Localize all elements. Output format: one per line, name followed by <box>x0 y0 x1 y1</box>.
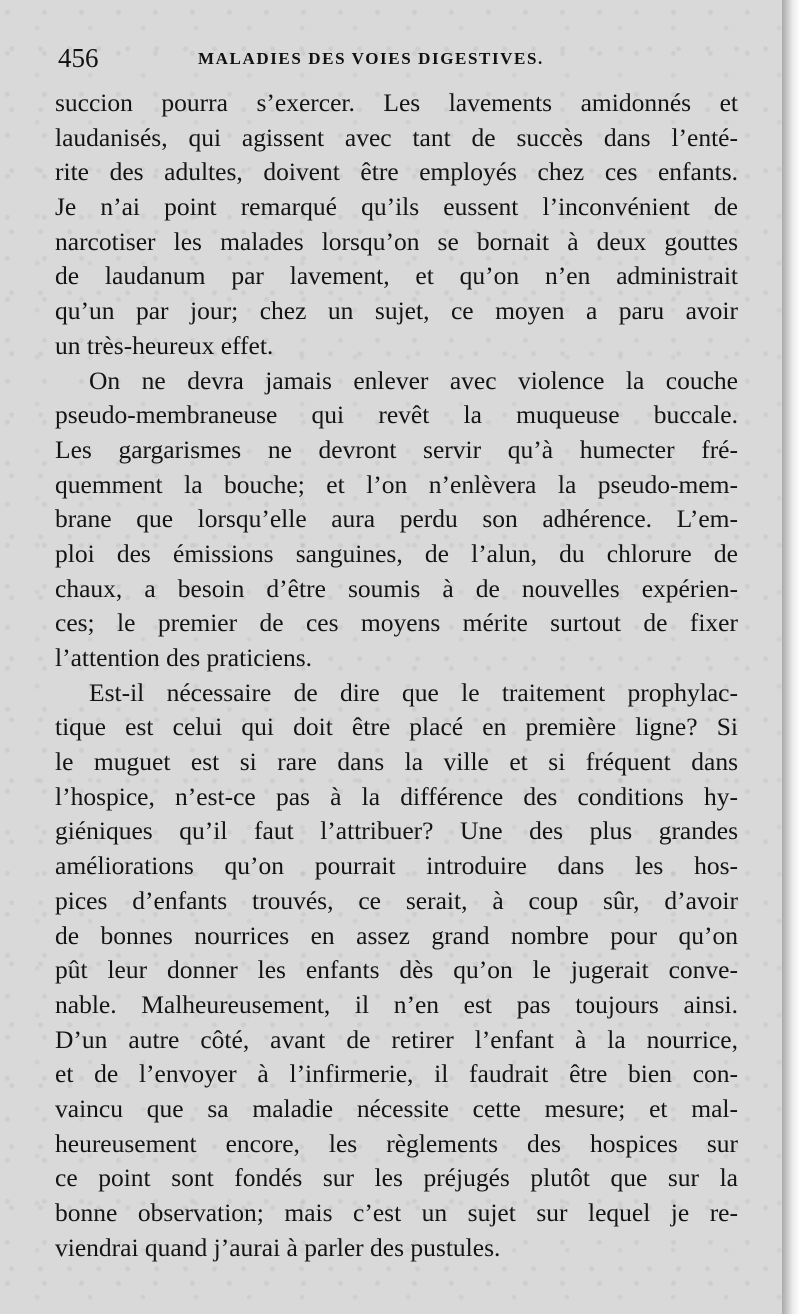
page-header <box>58 40 748 76</box>
text-line: de bonnes nourrices en assez grand nombre pour qu’on <box>55 920 738 950</box>
page-edge-shadow <box>782 0 800 1314</box>
text-line: tique est celui qui doit être placé en première ligne? Si <box>55 712 738 742</box>
text-line: narcotiser les malades lorsqu’on se bornait à deux gouttes <box>55 226 738 256</box>
text-line: heureusement encore, les règlements des hospices sur <box>55 1128 738 1158</box>
text-line: giéniques qu’il faut l’attribuer? Une des plus grandes <box>55 816 738 846</box>
body-text <box>55 86 738 1265</box>
text-line: pseudo-membraneuse qui revêt la muqueuse buccale. <box>55 400 738 430</box>
text-line: viendrai quand j’aurai à parler des pustules. <box>55 1232 501 1262</box>
text-line: le muguet est si rare dans la ville et si fréquent dans <box>55 747 738 777</box>
text-line: qu’un par jour; chez un sujet, ce moyen a paru avoir <box>55 296 738 326</box>
text-line: et de l’envoyer à l’infirmerie, il faudrait être bien con- <box>55 1059 738 1089</box>
text-line: succion pourra s’exercer. Les lavements amidonnés et <box>55 88 738 117</box>
paragraph-first-line: On ne devra jamais enlever avec violence la couche <box>89 365 738 395</box>
text-line: chaux, a besoin d’être soumis à de nouvelles expérien- <box>55 573 738 603</box>
text-line: pût leur donner les enfants dès qu’on le jugerait conve- <box>55 955 738 985</box>
text-line: améliorations qu’on pourrait introduire dans les hos- <box>55 851 738 881</box>
text-line: ces; le premier de ces moyens mérite surtout de fixer <box>55 608 738 638</box>
text-line: l’attention des praticiens. <box>55 643 313 672</box>
text-line: laudanisés, qui agissent avec tant de succès dans l’enté- <box>55 122 738 152</box>
text-line: brane que lorsqu’elle aura perdu son adhérence. L’em- <box>55 504 738 534</box>
text-line: l’hospice, n’est-ce pas à la différence des conditions hy- <box>55 781 738 811</box>
text-line: Je n’ai point remarqué qu’ils eussent l’inconvénient de <box>55 192 738 222</box>
text-line: ce point sont fondés sur les préjugés plutôt que sur la <box>55 1163 738 1193</box>
text-line: un très-heureux effet. <box>55 330 274 360</box>
page-number: 456 <box>58 43 99 73</box>
text-line: D’un autre côté, avant de retirer l’enfant à la nourrice, <box>55 1024 738 1054</box>
text-line: nable. Malheureusement, il n’en est pas toujours ainsi. <box>55 989 738 1019</box>
text-line: ploi des émissions sanguines, de l’alun, du chlorure de <box>55 538 738 568</box>
text-line: rite des adultes, doivent être employés chez ces enfants. <box>55 157 738 187</box>
text-line: Les gargarismes ne devront servir qu’à humecter fré- <box>55 434 738 464</box>
running-head: MALADIES DES VOIES DIGESTIVES. <box>198 49 544 68</box>
paragraph-first-line: Est-il nécessaire de dire que le traitement prophylac- <box>89 677 738 707</box>
text-line: quemment la bouche; et l’on n’enlèvera la pseudo-mem- <box>55 469 738 499</box>
text-line: vaincu que sa maladie nécessite cette mesure; et mal- <box>55 1093 738 1123</box>
text-line: bonne observation; mais c’est un sujet sur lequel je re- <box>55 1198 738 1227</box>
text-line: de laudanum par lavement, et qu’on n’en administrait <box>55 261 738 291</box>
text-line: pices d’enfants trouvés, ce serait, à coup sûr, d’avoir <box>55 885 738 915</box>
